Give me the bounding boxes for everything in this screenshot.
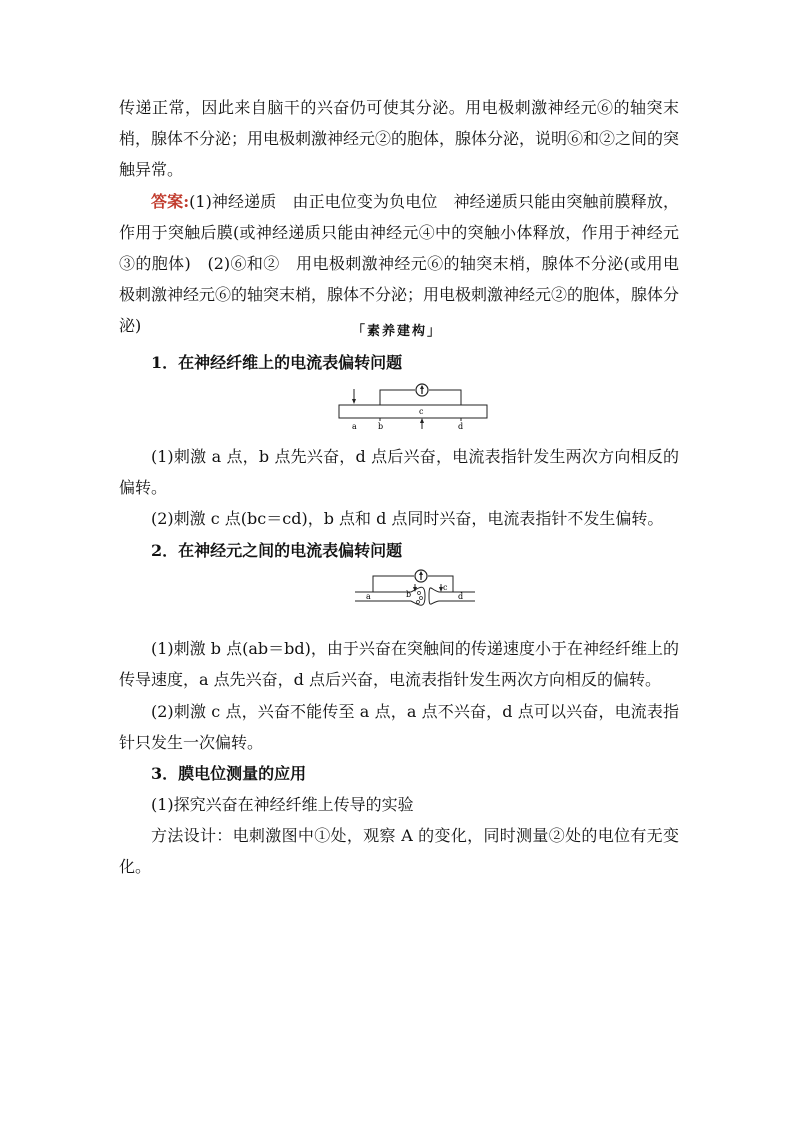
item3-subtitle: (1)探究兴奋在神经纤维上传导的实验 [151,795,414,814]
label-b: b [406,590,412,599]
answer-paragraph [119,186,679,341]
item1-point2: (2)刺激 c 点(bc＝cd)，b 点和 d 点同时兴奋，电流表指针不发生偏转。 [151,509,664,528]
answer-label: 答案: [151,192,190,211]
label-c: c [443,583,448,592]
label-d: d [458,422,464,431]
presynaptic-terminal [411,587,425,605]
item2-title: 2．在神经元之间的电流表偏转问题 [151,541,403,560]
label-d: d [458,592,464,601]
answer-text: (1)神经递质 由正电位变为负电位 神经递质只能由突触前膜释放，作用于突触后膜(或神经递质只能由神经元④中的突触小体释放，作用于神经元③的胞体) (2)⑥和② 用电极刺激神经元⑥的轴突末梢，腺体不分泌(或用电极刺激神经元⑥的轴突末梢，腺体不分泌；用电极刺激神经元②的胞体，腺体分泌) [119,192,680,335]
label-a: a [352,422,357,431]
label-a: a [366,592,371,601]
wire-left [380,390,415,405]
item2-point2: (2)刺激 c 点，兴奋不能传至 a 点，a 点不兴奋，d 点可以兴奋，电流表指针只发生一次偏转。 [119,702,679,752]
item3-title: 3．膜电位测量的应用 [151,764,307,783]
item2-point1: (1)刺激 b 点(ab＝bd)，由于兴奋在突触间的传递速度小于在神经纤维上的传导速度，a 点先兴奋，d 点后兴奋，电流表指针发生两次方向相反的偏转。 [119,639,679,689]
item1-title: 1．在神经纤维上的电流表偏转问题 [151,353,403,372]
section-title: 「素养建构」 [351,324,442,339]
paragraph-continuation: 传递正常，因此来自脑干的兴奋仍可使其分泌。用电极刺激神经元⑥的轴突末梢，腺体不分泌；用电极刺激神经元②的胞体，腺体分泌，说明⑥和②之间的突触异常。 [119,98,680,179]
label-b: b [378,422,384,431]
synapse-ammeter-diagram [355,568,475,620]
item3-point1: 方法设计：电刺激图中①处，观察 A 的变化，同时测量②处的电位有无变化。 [119,826,679,876]
label-c: c [419,407,424,416]
fiber-ammeter-diagram [337,383,489,431]
postsynaptic-membrane [429,588,475,604]
wire-right [429,390,461,405]
item1-point1: (1)刺激 a 点，b 点先兴奋，d 点后兴奋，电流表指针发生两次方向相反的偏转。 [119,447,679,497]
nerve-fiber [339,405,487,418]
